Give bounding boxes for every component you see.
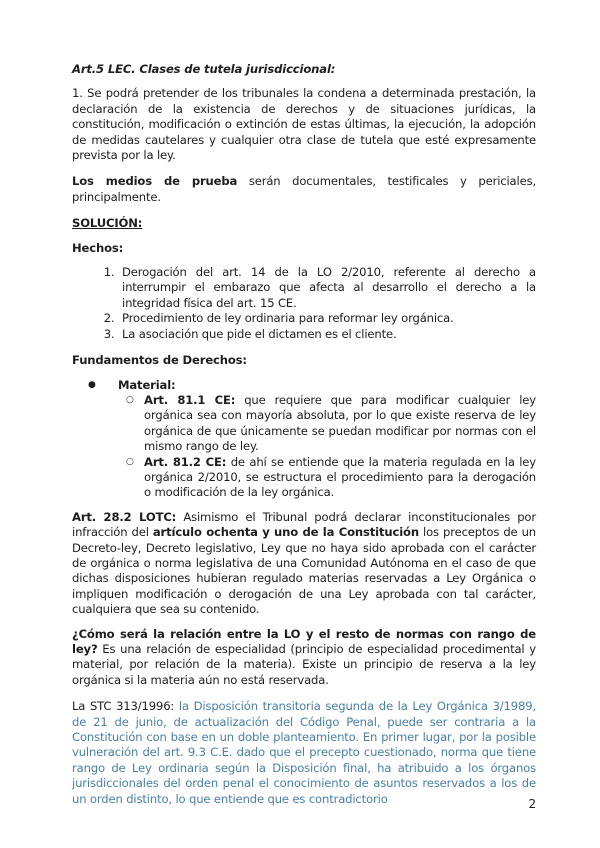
list-item <box>118 378 536 501</box>
fundamentos-list <box>72 378 536 501</box>
material-sublist <box>118 393 536 501</box>
list-item <box>144 393 536 455</box>
lotc-text-2: los preceptos de un Decreto-ley, Decreto legislativo, Ley que no haya sido aprobada con el carácter de orgánica o norma legislativa de una Comunidad Autónoma en el caso de que dichas disposiciones hubieran regulado materias reservadas a Ley Orgánica o impliquen modificación o derogación de una Ley aprobada con tal carácter, cualquiera que sea su contenido. <box>72 525 536 617</box>
relacion-paragraph <box>72 627 536 689</box>
solucion-heading: SOLUCIÓN: <box>72 216 143 231</box>
item-text: que requiere que para modificar cualquier ley orgánica sea con mayoría absoluta, por lo que existe reserva de ley orgánica de que únicamente se puedan modificar por normas con el mismo rango de ley. <box>144 392 536 454</box>
hechos-list <box>72 265 536 342</box>
item-bold: Art. 81.2 CE: <box>144 454 227 469</box>
stc-quote: la Disposición transitoria segunda de la Ley Orgánica 3/1989, de 21 de junio, de actualización del Código Penal, puede ser contraria a la Constitución con base en un doble planteamiento. En primer lugar, por la posible vulneración del art. 9.3 C.E. dado que el precepto cuestionado, norma que tiene rango de Ley ordinaria según la Disposición final, ha atribuido a los órganos jurisdiccionales del orden penal el conocimiento de asuntos reservados a los de un orden distinto, lo que entiende que es contradictorio <box>72 699 536 806</box>
lotc-bold-1: Art. 28.2 LOTC: <box>72 509 177 524</box>
hechos-heading: Hechos: <box>72 240 124 255</box>
relacion-question: ¿Cómo será la relación entre la LO y el resto de normas con rango de ley? <box>72 626 536 656</box>
lotc-bold-2: artículo ochenta y uno de la Constitución <box>152 525 419 540</box>
medios-paragraph <box>72 174 536 205</box>
list-item: 3. La asociación que pide el dictamen es el cliente. <box>118 327 536 342</box>
list-item: 1. Derogación del art. 14 de la LO 2/2010, referente al derecho a interrumpir el embarazo que afecta al desarrollo el derecho a la integridad física del art. 15 CE. <box>118 265 536 311</box>
section-heading: Art.5 LEC. Clases de tutela jurisdiccional: <box>72 62 336 76</box>
item-text: de ahí se entiende que la materia regulada en la ley orgánica 2/2010, se estructura el procedimiento para la derogación o modificación de la ley orgánica. <box>144 454 536 500</box>
medios-bold: Los medios de prueba <box>72 174 238 189</box>
page-number: 2 <box>528 797 536 811</box>
stc-label: La STC 313/1996: <box>72 699 175 714</box>
item-bold: Art. 81.1 CE: <box>144 392 236 407</box>
stc-paragraph <box>72 699 536 807</box>
fundamentos-heading: Fundamentos de Derechos: <box>72 353 247 368</box>
art5-paragraph: 1. Se podrá pretender de los tribunales la condena a determinada prestación, la declaración de la existencia de derechos y de situaciones jurídicas, la constitución, modificación o extinción de estas últimas, la ejecución, la adopción de medidas cautelares y cualquier otra clase de tutela que esté expresamente prevista por la ley. <box>72 86 536 163</box>
relacion-text: Es una relación de especialidad (principio de especialidad procedimental y material, por relación de la materia). Existe un principio de reserva a la ley orgánica si la materia aún no está reservada. <box>72 642 536 687</box>
list-item <box>144 455 536 501</box>
medios-text: serán documentales, testificales y periciales, principalmente. <box>72 174 536 204</box>
material-label: Material: <box>118 377 176 392</box>
lotc-text-1: Asimismo el Tribunal podrá declarar inconstitucionales por infracción del <box>72 509 536 540</box>
list-item: 2. Procedimiento de ley ordinaria para reformar ley orgánica. <box>118 311 536 326</box>
lotc-paragraph <box>72 510 536 618</box>
